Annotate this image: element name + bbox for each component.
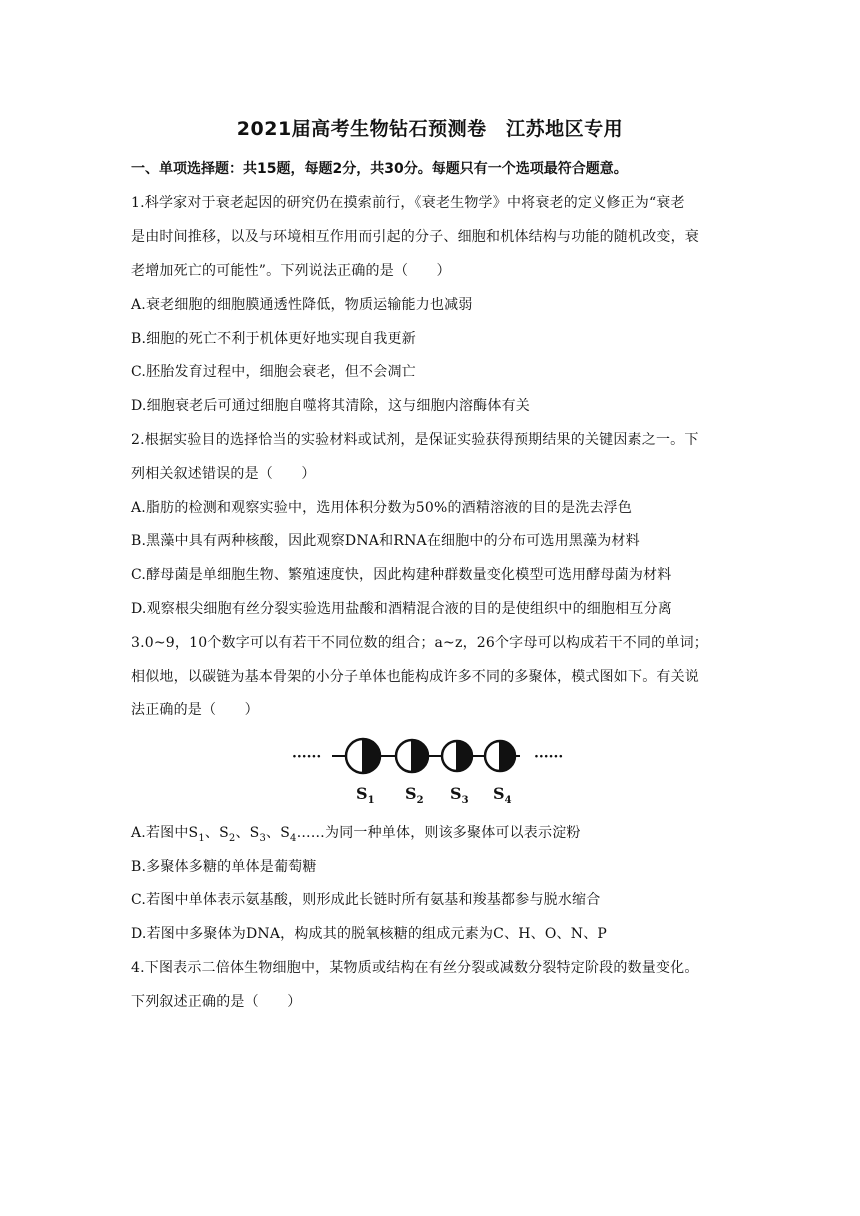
- monomer-s3: [442, 741, 472, 771]
- monomer-s1: [346, 739, 380, 773]
- q1-option-d: D.细胞衰老后可通过细胞自噬将其清除，这与细胞内溶酶体有关: [131, 398, 530, 414]
- label-s2: $S_2$: [405, 784, 424, 806]
- polymer-diagram: [290, 727, 570, 807]
- q2-option-b: B.黑藻中具有两种核酸，因此观察DNA和RNA在细胞中的分布可选用黑藻为材料: [131, 533, 640, 549]
- q3-option-c: C.若图中单体表示氨基酸，则形成此长链时所有氨基和羧基都参与脱水缩合: [131, 892, 601, 908]
- q3-option-d: D.若图中多聚体为DNA，构成其的脱氧核糖的组成元素为C、H、O、N、P: [131, 926, 608, 942]
- q1-option-b: B.细胞的死亡不利于机体更好地实现自我更新: [131, 331, 416, 347]
- q1-stem-line-1: 1.科学家对于衰老起因的研究仍在摸索前行，《衰老生物学》中将衰老的定义修正为“衰老: [131, 195, 685, 211]
- q1-stem-line-2: 是由时间推移，以及与环境相互作用而引起的分子、细胞和机体结构与功能的随机改变，衰: [131, 229, 699, 245]
- section-heading: 一、单项选择题：共15题，每题2分，共30分。每题只有一个选项最符合题意。: [131, 161, 628, 177]
- q2-option-c: C.酵母菌是单细胞生物、繁殖速度快，因此构建种群数量变化模型可选用酵母菌为材料: [131, 567, 672, 583]
- q2-option-a: A.脂肪的检测和观察实验中，选用体积分数为50%的酒精溶液的目的是洗去浮色: [131, 500, 633, 516]
- monomer-s2: [396, 740, 428, 772]
- q3-option-a: A.若图中$S_1$、$S_2$、$S_3$、$S_4\dots\dots$为同一种单体，则该多聚体可以表示淀粉: [131, 825, 581, 844]
- q2-option-d: D.观察根尖细胞有丝分裂实验选用盐酸和酒精混合液的目的是使组织中的细胞相互分离: [131, 601, 672, 617]
- label-s4: $S_4$: [493, 784, 512, 806]
- q2-stem-line-2: 列相关叙述错误的是（ ）: [131, 466, 316, 482]
- chain-right-dots: ······: [534, 749, 564, 765]
- q3-stem-line-3: 法正确的是（ ）: [131, 702, 259, 718]
- q2-stem-line-1: 2.根据实验目的选择恰当的实验材料或试剂，是保证实验获得预期结果的关键因素之一。下: [131, 432, 699, 448]
- q1-option-a: A.衰老细胞的细胞膜通透性降低，物质运输能力也减弱: [131, 297, 473, 313]
- label-s3: $S_3$: [450, 784, 469, 806]
- q3-stem-line-1: 3.0~9，10个数字可以有若干不同位数的组合；a~z，26个字母可以构成若干不同的单词；: [131, 635, 708, 651]
- q3-option-b: B.多聚体多糖的单体是葡萄糖: [131, 859, 317, 875]
- polymer-chain-svg: [290, 727, 570, 807]
- q4-stem-line-2: 下列叙述正确的是（ ）: [131, 994, 302, 1010]
- document-title: 2021届高考生物钻石预测卷 江苏地区专用: [236, 118, 624, 140]
- q1-option-c: C.胚胎发育过程中，细胞会衰老，但不会凋亡: [131, 364, 416, 380]
- chain-left-dots: ······: [292, 749, 322, 765]
- q4-stem-line-1: 4.下图表示二倍体生物细胞中，某物质或结构在有丝分裂或减数分裂特定阶段的数量变化。: [131, 960, 699, 976]
- monomer-s4: [485, 741, 515, 771]
- label-s1: $S_1$: [356, 784, 375, 806]
- q1-stem-line-3: 老增加死亡的可能性”。下列说法正确的是（ ）: [131, 263, 451, 279]
- q3-stem-line-2: 相似地，以碳链为基本骨架的小分子单体也能构成许多不同的多聚体，模式图如下。有关说: [131, 669, 699, 685]
